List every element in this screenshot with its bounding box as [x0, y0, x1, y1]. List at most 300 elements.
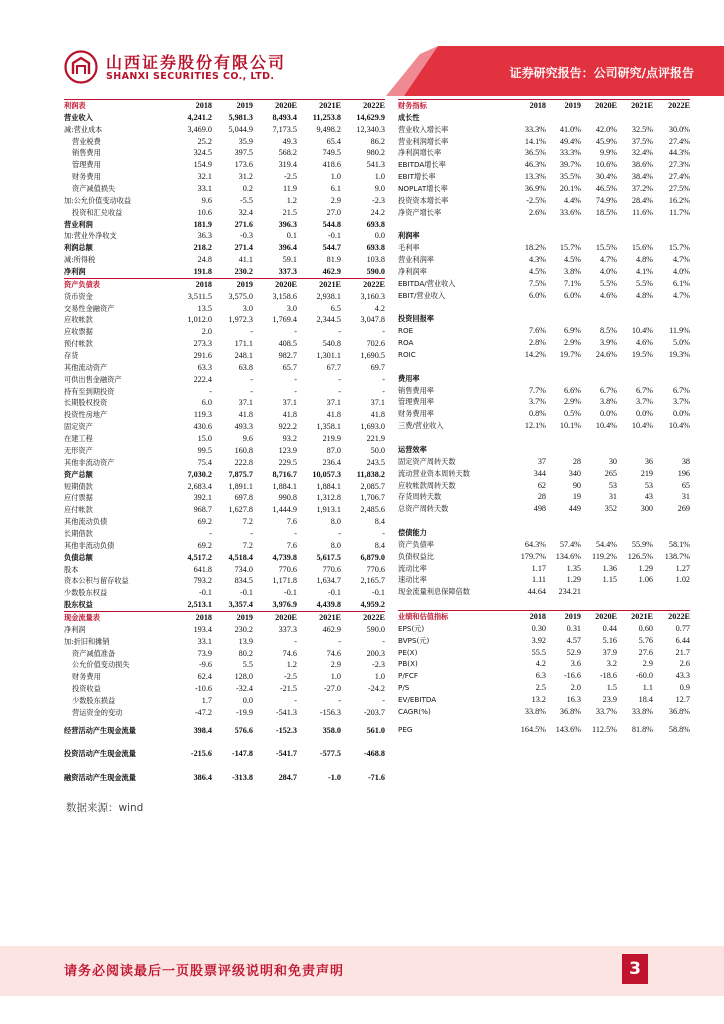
table-row — [64, 183, 385, 195]
table-cell: 27.4% — [668, 136, 690, 146]
table-cell: - — [382, 386, 385, 396]
row-label: 财务费用率 — [398, 409, 434, 419]
table-cell: 0.44 — [602, 623, 617, 633]
table-cell: 4.6% — [635, 338, 653, 348]
table-cell — [546, 313, 581, 325]
table-cell: 58.1% — [668, 539, 690, 549]
table-cell: 2021E — [617, 610, 653, 622]
table-row — [64, 421, 385, 433]
table-cell: 1.2 — [286, 195, 297, 205]
table-cell: 1.7 — [201, 695, 212, 705]
table-cell: 6.7% — [599, 385, 617, 395]
row-label: 存货周转天数 — [398, 492, 442, 502]
table-cell: 32.1 — [197, 172, 212, 182]
row-label: 资产减值损失 — [72, 184, 116, 194]
row-label: 业绩和估值指标 — [398, 610, 502, 622]
table-cell: 15.5% — [595, 243, 617, 253]
table-cell: 222.8 — [234, 457, 253, 467]
row-label: 净资产增长率 — [398, 207, 442, 217]
table-cell: 44.3% — [668, 148, 690, 158]
table-cell: -147.8 — [231, 749, 253, 759]
table-row — [64, 552, 385, 564]
table-cell: 119.2% — [592, 551, 617, 561]
row-label — [398, 361, 502, 373]
table-cell: 33.6% — [559, 207, 581, 217]
table-cell: 13.2 — [531, 694, 546, 704]
table-cell — [653, 432, 690, 444]
table-cell: -2.3 — [372, 195, 385, 205]
table-cell: 8.0 — [330, 517, 341, 527]
table-cell: 37.9 — [602, 647, 617, 657]
table-row — [64, 719, 385, 743]
table-cell: 10.4% — [668, 421, 690, 431]
table-cell: -0.3 — [240, 231, 253, 241]
table-cell: 4.7% — [672, 255, 690, 265]
table-row — [64, 766, 385, 790]
table-cell — [617, 598, 653, 610]
table-cell — [617, 302, 653, 314]
financial-indicators-table — [398, 99, 690, 741]
table-cell: 4.2 — [535, 659, 546, 669]
table-row — [64, 207, 385, 219]
table-cell: 2018 — [502, 610, 546, 622]
table-row — [64, 599, 385, 611]
table-cell: 21.7 — [675, 647, 690, 657]
table-cell: 123.9 — [278, 445, 297, 455]
table-cell: -2.5% — [526, 195, 546, 205]
table-row — [398, 515, 690, 527]
table-cell: 4.5% — [563, 255, 581, 265]
table-row — [398, 242, 690, 254]
row-label: 资产负债表 — [64, 278, 168, 290]
table-row — [64, 350, 385, 362]
table-cell: 11,253.8 — [312, 112, 341, 122]
table-cell: 18.5% — [595, 207, 617, 217]
table-cell: 32.4 — [238, 207, 253, 217]
table-cell: 33.3% — [559, 148, 581, 158]
table-cell: 2020E — [581, 610, 617, 622]
row-label: 净利润率 — [398, 267, 427, 277]
table-cell: 749.5 — [322, 148, 341, 158]
table-cell: 236.4 — [322, 457, 341, 467]
row-label: 投资回报率 — [398, 314, 434, 324]
table-row — [64, 469, 385, 481]
table-row — [64, 683, 385, 695]
row-label: EV/EBITDA — [398, 694, 437, 704]
table-cell: 4.7% — [672, 290, 690, 300]
row-label: 费用率 — [398, 373, 420, 383]
table-cell — [581, 230, 617, 242]
table-cell: 10.6 — [197, 207, 212, 217]
table-cell: 64.3% — [524, 539, 546, 549]
table-row — [64, 362, 385, 374]
table-row — [398, 219, 690, 231]
row-label: 持有至到期投资 — [64, 386, 115, 396]
row-label: 长期股权投资 — [64, 398, 108, 408]
table-cell: 693.8 — [366, 243, 385, 253]
table-cell: 0.0% — [672, 409, 690, 419]
table-cell: 540.8 — [322, 339, 341, 349]
table-cell — [653, 586, 690, 598]
table-cell: -21.5 — [279, 684, 297, 694]
table-cell: 3.8% — [563, 267, 581, 277]
table-row — [398, 574, 690, 586]
table-cell: 1,706.7 — [360, 493, 385, 503]
row-label: 投资收益 — [72, 684, 101, 694]
table-cell: -24.2 — [367, 684, 385, 694]
table-cell: 2018 — [168, 100, 212, 112]
table-cell: 36.3 — [197, 231, 212, 241]
table-row — [64, 742, 385, 766]
row-label: 现金流量利息保障倍数 — [398, 587, 470, 597]
table-cell: 2.9% — [563, 397, 581, 407]
table-cell: 398.4 — [193, 725, 212, 735]
table-cell: 770.6 — [278, 564, 297, 574]
row-label: 毛利率 — [398, 243, 420, 253]
table-cell: 430.6 — [193, 422, 212, 432]
table-cell: 6.0 — [201, 398, 212, 408]
table-cell: 291.6 — [193, 351, 212, 361]
table-cell: 3.0 — [242, 303, 253, 313]
table-cell: 59.1 — [282, 255, 297, 265]
row-label: 减:所得税 — [64, 255, 96, 265]
table-cell: -71.6 — [367, 773, 385, 783]
table-cell: 39.7% — [559, 160, 581, 170]
table-cell: 697.8 — [234, 493, 253, 503]
row-label: 流动比率 — [398, 563, 427, 573]
table-cell: 81.9 — [326, 255, 341, 265]
row-label: 资本公积与留存收益 — [64, 576, 129, 586]
table-cell — [581, 302, 617, 314]
table-cell: 7.2 — [242, 517, 253, 527]
table-row — [398, 647, 690, 659]
table-cell: 1,627.8 — [228, 505, 253, 515]
table-cell: 27.0 — [326, 207, 341, 217]
table-cell: 154.9 — [193, 160, 212, 170]
row-label: 营业利润率 — [398, 255, 434, 265]
table-cell: 27.4% — [668, 172, 690, 182]
table-cell: 10.1% — [559, 421, 581, 431]
row-label: NOPLAT增长率 — [398, 184, 448, 194]
table-cell: 55.5 — [531, 647, 546, 657]
table-cell: 2.8% — [528, 338, 546, 348]
table-cell: 3.2 — [606, 659, 617, 669]
table-cell — [546, 219, 581, 231]
table-cell: 4.0% — [599, 267, 617, 277]
table-cell: 19.5% — [631, 350, 653, 360]
table-cell: 561.0 — [366, 725, 385, 735]
table-cell: 5.5% — [599, 278, 617, 288]
table-cell: 2,165.7 — [360, 576, 385, 586]
table-cell: -0.1 — [240, 588, 253, 598]
row-label: EBITDA/营业收入 — [398, 278, 456, 288]
row-label: 资产总额 — [64, 469, 93, 479]
table-cell: 99.5 — [197, 445, 212, 455]
table-cell: 6.5 — [330, 303, 341, 313]
table-cell: 10,057.3 — [312, 469, 341, 479]
table-cell: 1.17 — [531, 563, 546, 573]
table-cell: 36.8% — [559, 706, 581, 716]
table-cell — [581, 313, 617, 325]
table-cell: 0.5% — [563, 409, 581, 419]
row-label: EPS(元) — [398, 623, 425, 633]
table-cell: 5.5 — [242, 660, 253, 670]
table-cell: 324.5 — [193, 148, 212, 158]
table-cell: - — [250, 374, 253, 384]
table-cell: 319.4 — [278, 160, 297, 170]
table-row — [64, 409, 385, 421]
table-cell: 4,518.4 — [228, 552, 253, 562]
table-cell: -156.3 — [319, 707, 341, 717]
table-cell — [653, 527, 690, 539]
table-cell: 2022E — [653, 100, 690, 112]
table-cell: 8,716.7 — [272, 469, 297, 479]
table-cell: - — [338, 636, 341, 646]
table-row — [64, 147, 385, 159]
table-cell: 6.9% — [563, 326, 581, 336]
table-cell: 73.9 — [197, 648, 212, 658]
table-cell: 33.1 — [197, 184, 212, 194]
company-name-en: SHANXI SECURITIES CO., LTD. — [106, 71, 275, 82]
table-cell — [502, 444, 546, 456]
table-cell: 11.7% — [669, 207, 690, 217]
table-cell: 337.3 — [278, 267, 297, 277]
table-cell: 5,981.3 — [228, 112, 253, 122]
table-cell — [617, 586, 653, 598]
row-label: 资产减值准备 — [72, 648, 116, 658]
row-label — [398, 598, 502, 610]
table-cell: 770.6 — [366, 564, 385, 574]
table-cell — [581, 432, 617, 444]
row-label: 预付帐款 — [64, 339, 93, 349]
table-cell: 37.5% — [631, 136, 653, 146]
table-cell: 9.0 — [374, 184, 385, 194]
table-cell: 11.6% — [632, 207, 653, 217]
row-label: 应收帐款 — [64, 315, 93, 325]
table-cell: 982.7 — [278, 351, 297, 361]
table-cell: 386.4 — [193, 773, 212, 783]
row-label: 管理费用率 — [398, 397, 434, 407]
company-name-cn: 山西证券股份有限公司 — [106, 53, 287, 72]
table-cell: - — [382, 327, 385, 337]
table-cell: 1,913.1 — [316, 505, 341, 515]
table-cell: 63.3 — [197, 362, 212, 372]
table-cell: 7,875.7 — [228, 469, 253, 479]
table-cell: 37 — [537, 456, 546, 466]
table-cell: 2,513.1 — [187, 600, 212, 610]
table-cell: 2019 — [212, 611, 253, 623]
table-cell: 0.8% — [528, 409, 546, 419]
table-cell: -152.3 — [275, 725, 297, 735]
table-row — [398, 658, 690, 670]
table-cell: 41.0% — [559, 124, 581, 134]
table-cell: 1.0 — [374, 672, 385, 682]
table-cell: 2019 — [546, 100, 581, 112]
table-cell: 234.21 — [558, 587, 581, 597]
table-cell: 2019 — [212, 100, 253, 112]
table-cell: - — [250, 386, 253, 396]
table-cell: 12.1% — [524, 421, 546, 431]
table-cell: -2.5 — [284, 672, 297, 682]
table-cell: -2.3 — [372, 660, 385, 670]
table-cell: 544.7 — [322, 243, 341, 253]
table-cell: 219.9 — [322, 434, 341, 444]
table-row — [64, 481, 385, 493]
table-cell — [581, 586, 617, 598]
row-label: 净利润 — [64, 624, 86, 634]
row-label: 负债总额 — [64, 552, 93, 562]
table-cell: 0.0 — [242, 695, 253, 705]
table-cell: - — [382, 528, 385, 538]
table-row — [398, 361, 690, 373]
table-cell: 462.9 — [322, 267, 341, 277]
table-cell: 0.0% — [599, 409, 617, 419]
table-cell: 1.2 — [286, 660, 297, 670]
table-cell: 10.6% — [595, 160, 617, 170]
table-header-row — [64, 278, 385, 290]
table-cell: 5.76 — [638, 635, 653, 645]
table-row — [398, 171, 690, 183]
row-label: 减:营业成本 — [64, 124, 103, 134]
row-label: 货币资金 — [64, 291, 93, 301]
table-cell: 1,884.1 — [272, 481, 297, 491]
table-cell: 46.3% — [524, 160, 546, 170]
table-cell — [617, 444, 653, 456]
row-label: 利润表 — [64, 100, 168, 112]
table-cell: 2.0 — [201, 327, 212, 337]
table-cell: 37.1 — [282, 398, 297, 408]
table-cell: 25.2 — [197, 136, 212, 146]
table-cell: 1.29 — [566, 575, 581, 585]
table-cell: 9,498.2 — [316, 124, 341, 134]
table-cell: 181.9 — [193, 219, 212, 229]
table-cell — [502, 361, 546, 373]
table-cell — [581, 515, 617, 527]
table-cell: 2022E — [653, 610, 690, 622]
table-cell: 273.3 — [193, 339, 212, 349]
table-cell: 119.3 — [193, 410, 212, 420]
table-header-row — [64, 611, 385, 623]
table-cell: 38.6% — [631, 160, 653, 170]
table-cell: - — [209, 386, 212, 396]
table-cell — [546, 598, 581, 610]
table-cell: 126.5% — [627, 551, 653, 561]
row-label: EBIT/营业收入 — [398, 290, 446, 300]
table-cell: 219 — [640, 468, 653, 478]
table-cell — [653, 515, 690, 527]
table-cell: -19.9 — [235, 707, 253, 717]
table-cell: 16.3 — [566, 694, 581, 704]
table-cell: 35.5% — [559, 172, 581, 182]
table-row — [398, 349, 690, 361]
row-label: 流动营业资本周转天数 — [398, 468, 470, 478]
table-cell: 271.6 — [234, 219, 253, 229]
table-cell: 5.5% — [635, 278, 653, 288]
table-cell: 41.8 — [326, 410, 341, 420]
table-cell — [653, 444, 690, 456]
table-header-row — [398, 610, 690, 622]
table-cell: 6.1% — [672, 278, 690, 288]
table-cell: 200.3 — [366, 648, 385, 658]
table-row — [398, 623, 690, 635]
table-cell: 53 — [608, 480, 617, 490]
table-cell: 3.8% — [599, 397, 617, 407]
table-cell: 164.5% — [520, 724, 546, 734]
row-label: 财务指标 — [398, 100, 502, 112]
table-cell: 33.3% — [524, 124, 546, 134]
table-cell: 6.44 — [675, 635, 690, 645]
table-cell: 392.1 — [193, 493, 212, 503]
table-cell: 143.6% — [555, 724, 581, 734]
table-cell: 230.2 — [234, 267, 253, 277]
row-label: 净利润 — [64, 267, 86, 277]
table-row — [64, 564, 385, 576]
table-cell: 55.9% — [631, 539, 653, 549]
table-cell: 770.6 — [322, 564, 341, 574]
table-row — [398, 480, 690, 492]
table-cell: 8.5% — [599, 326, 617, 336]
table-cell: 37.1 — [238, 398, 253, 408]
table-cell: - — [250, 327, 253, 337]
table-cell: - — [294, 636, 297, 646]
table-cell: 2021E — [297, 100, 341, 112]
row-label: 少数股东权益 — [64, 588, 108, 598]
table-cell: 344 — [533, 468, 546, 478]
table-cell: 541.3 — [366, 160, 385, 170]
table-cell: 81.8% — [631, 724, 653, 734]
table-cell: 3,469.0 — [187, 124, 212, 134]
table-cell: 49.3 — [282, 136, 297, 146]
table-cell: 38.4% — [631, 172, 653, 182]
table-row — [64, 314, 385, 326]
table-cell: 12.7 — [675, 694, 690, 704]
table-row — [398, 718, 690, 742]
table-cell: 138.7% — [664, 551, 690, 561]
table-cell: 14.2% — [524, 350, 546, 360]
row-label: CAGR(%) — [398, 706, 431, 716]
table-row — [398, 539, 690, 551]
table-row — [64, 457, 385, 469]
table-cell: 0.60 — [638, 623, 653, 633]
table-row — [398, 551, 690, 563]
table-cell: 2021E — [617, 100, 653, 112]
table-cell: 38 — [681, 456, 690, 466]
table-row — [64, 159, 385, 171]
table-cell: 10.4% — [631, 421, 653, 431]
row-label: 净利润增长率 — [398, 148, 442, 158]
table-cell: 2018 — [168, 278, 212, 290]
table-cell: - — [338, 528, 341, 538]
table-cell: 2,485.6 — [360, 505, 385, 515]
table-cell: 229.5 — [278, 457, 297, 467]
table-row — [64, 254, 385, 266]
table-cell: 173.6 — [234, 160, 253, 170]
table-cell: 4.1% — [635, 267, 653, 277]
table-cell: 3.6 — [570, 659, 581, 669]
table-cell — [581, 361, 617, 373]
table-row — [64, 136, 385, 148]
table-cell: 3.7% — [528, 397, 546, 407]
table-cell: 87.0 — [326, 445, 341, 455]
table-cell: 86.2 — [370, 136, 385, 146]
table-cell — [546, 527, 581, 539]
table-cell: 1,769.4 — [272, 315, 297, 325]
row-label: 营业利润增长率 — [398, 136, 449, 146]
table-cell: 1.35 — [566, 563, 581, 573]
table-cell: 36 — [644, 456, 653, 466]
table-cell: 32.4% — [631, 148, 653, 158]
row-label: 固定资产 — [64, 422, 93, 432]
